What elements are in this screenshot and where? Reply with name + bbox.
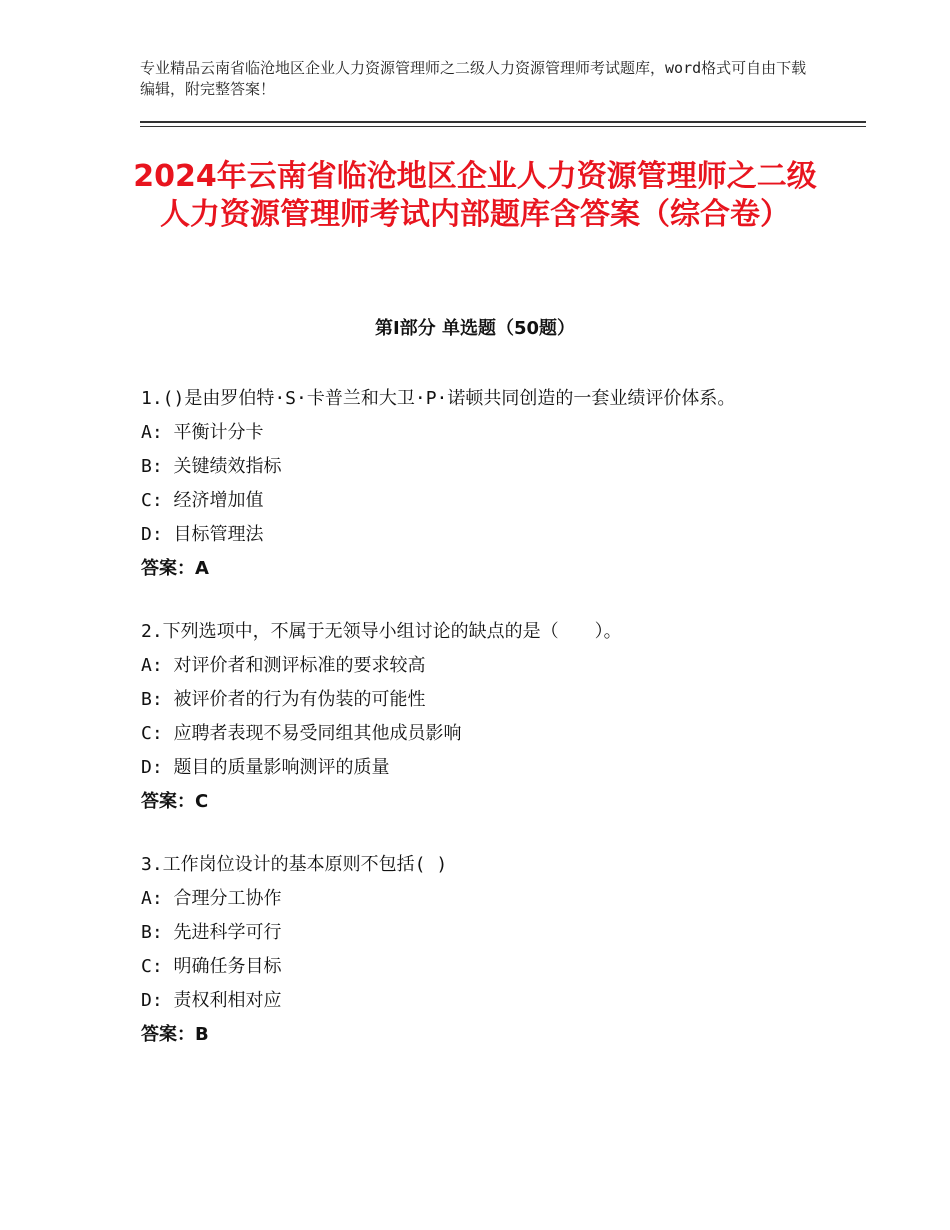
header-divider-thin	[140, 126, 866, 127]
question-list	[141, 382, 821, 1081]
answer-line: 答案：C	[141, 791, 209, 812]
option-d: D: 目标管理法	[141, 524, 264, 545]
option-a: A: 对评价者和测评标准的要求较高	[141, 655, 426, 676]
option-c: C: 明确任务目标	[141, 956, 282, 977]
option-a: A: 平衡计分卡	[141, 422, 264, 443]
question-1	[141, 382, 821, 586]
option-d: D: 责权利相对应	[141, 990, 282, 1011]
question-stem: 1.()是由罗伯特·S·卡普兰和大卫·P·诺顿共同创造的一套业绩评价体系。	[141, 388, 736, 409]
option-c: C: 经济增加值	[141, 490, 264, 511]
question-2	[141, 615, 821, 819]
answer-line: 答案：A	[141, 558, 209, 579]
option-a: A: 合理分工协作	[141, 888, 282, 909]
question-stem: 2.下列选项中，不属于无领导小组讨论的缺点的是（ ）。	[141, 621, 622, 642]
option-b: B: 被评价者的行为有伪装的可能性	[141, 689, 426, 710]
option-b: B: 关键绩效指标	[141, 456, 282, 477]
option-d: D: 题目的质量影响测评的质量	[141, 757, 390, 778]
document-title: 2024年云南省临沧地区企业人力资源管理师之二级人力资源管理师考试内部题库含答案（综合卷）	[133, 159, 817, 232]
header-note: 专业精品云南省临沧地区企业人力资源管理师之二级人力资源管理师考试题库，word格式可自由下载编辑，附完整答案！	[140, 59, 807, 98]
header-divider-thick	[140, 121, 866, 123]
question-3	[141, 848, 821, 1052]
answer-line: 答案：B	[141, 1024, 209, 1045]
section-heading: 第Ⅰ部分 单选题（50题）	[374, 318, 575, 339]
option-b: B: 先进科学可行	[141, 922, 282, 943]
question-stem: 3.工作岗位设计的基本原则不包括( )	[141, 854, 448, 875]
option-c: C: 应聘者表现不易受同组其他成员影响	[141, 723, 462, 744]
